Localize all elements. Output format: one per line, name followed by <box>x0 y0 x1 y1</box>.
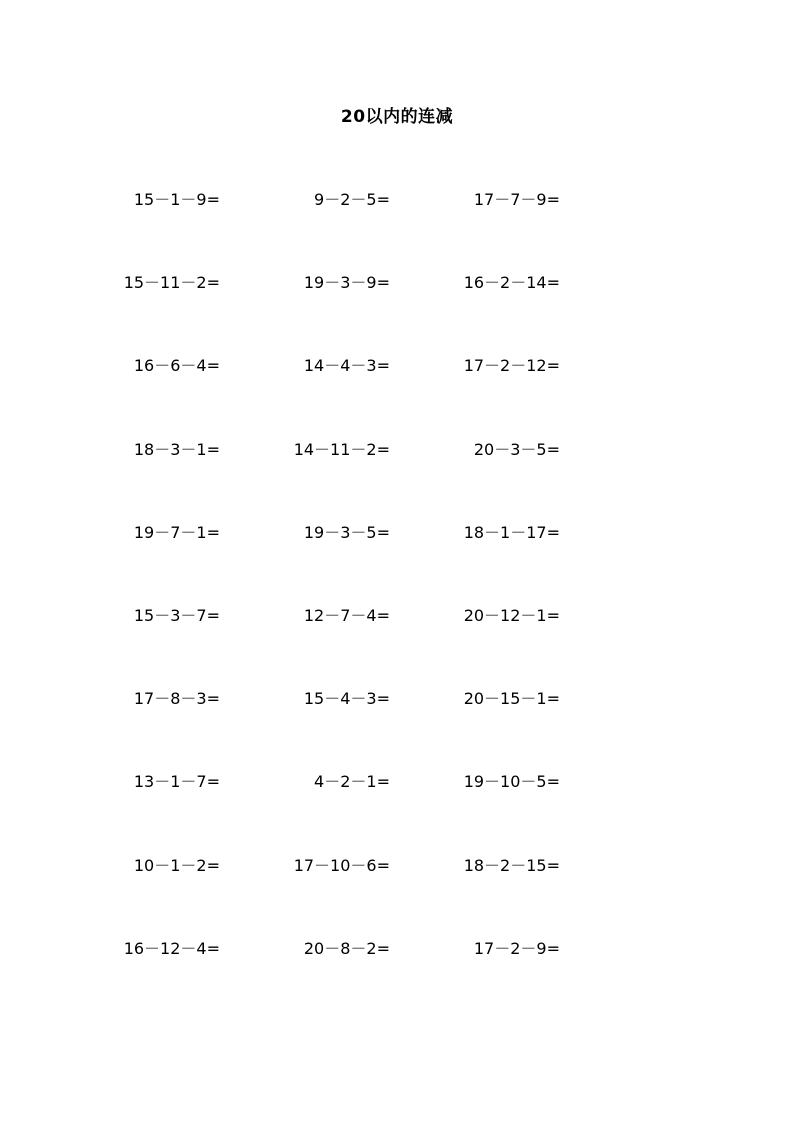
problem: 15－3－7= <box>133 605 220 625</box>
problem: 18－1－17= <box>463 522 560 542</box>
problem: 17－10－6= <box>293 855 390 875</box>
problem: 16－2－14= <box>463 273 560 293</box>
problem-row <box>60 355 570 438</box>
problem-grid <box>60 189 570 1021</box>
problem-row <box>60 938 570 1021</box>
problem: 14－11－2= <box>293 439 390 459</box>
problem-row <box>60 439 570 522</box>
problem-row <box>60 688 570 771</box>
problem: 17－8－3= <box>133 689 220 709</box>
problem: 13－1－7= <box>133 772 220 792</box>
problem: 15－4－3= <box>303 689 390 709</box>
problem: 16－6－4= <box>133 356 220 376</box>
problem: 17－7－9= <box>473 190 560 209</box>
problem: 14－4－3= <box>303 356 390 376</box>
problem: 19－3－9= <box>303 273 390 293</box>
problem: 19－10－5= <box>463 772 560 792</box>
problem: 19－3－5= <box>303 522 390 542</box>
problem-row <box>60 522 570 605</box>
problem-row <box>60 605 570 688</box>
problem: 20－15－1= <box>463 689 560 709</box>
problem: 15－11－2= <box>123 273 220 293</box>
problem-row <box>60 855 570 938</box>
page-title: 20以内的连减 <box>340 107 454 127</box>
problem: 12－7－4= <box>303 605 390 625</box>
problem: 10－1－2= <box>133 855 220 875</box>
problem-row <box>60 189 570 272</box>
problem: 16－12－4= <box>123 938 220 958</box>
problem: 4－2－1= <box>314 772 390 792</box>
problem: 17－2－12= <box>463 356 560 376</box>
problem: 17－2－9= <box>473 938 560 958</box>
problem: 18－3－1= <box>133 439 220 459</box>
problem: 20－12－1= <box>463 605 560 625</box>
problem: 20－8－2= <box>303 938 390 958</box>
problem-row <box>60 272 570 355</box>
problem: 19－7－1= <box>133 522 220 542</box>
problem-row <box>60 771 570 854</box>
problem: 18－2－15= <box>463 855 560 875</box>
problem: 15－1－9= <box>133 190 220 209</box>
problem: 20－3－5= <box>473 439 560 459</box>
problem: 9－2－5= <box>314 190 390 209</box>
